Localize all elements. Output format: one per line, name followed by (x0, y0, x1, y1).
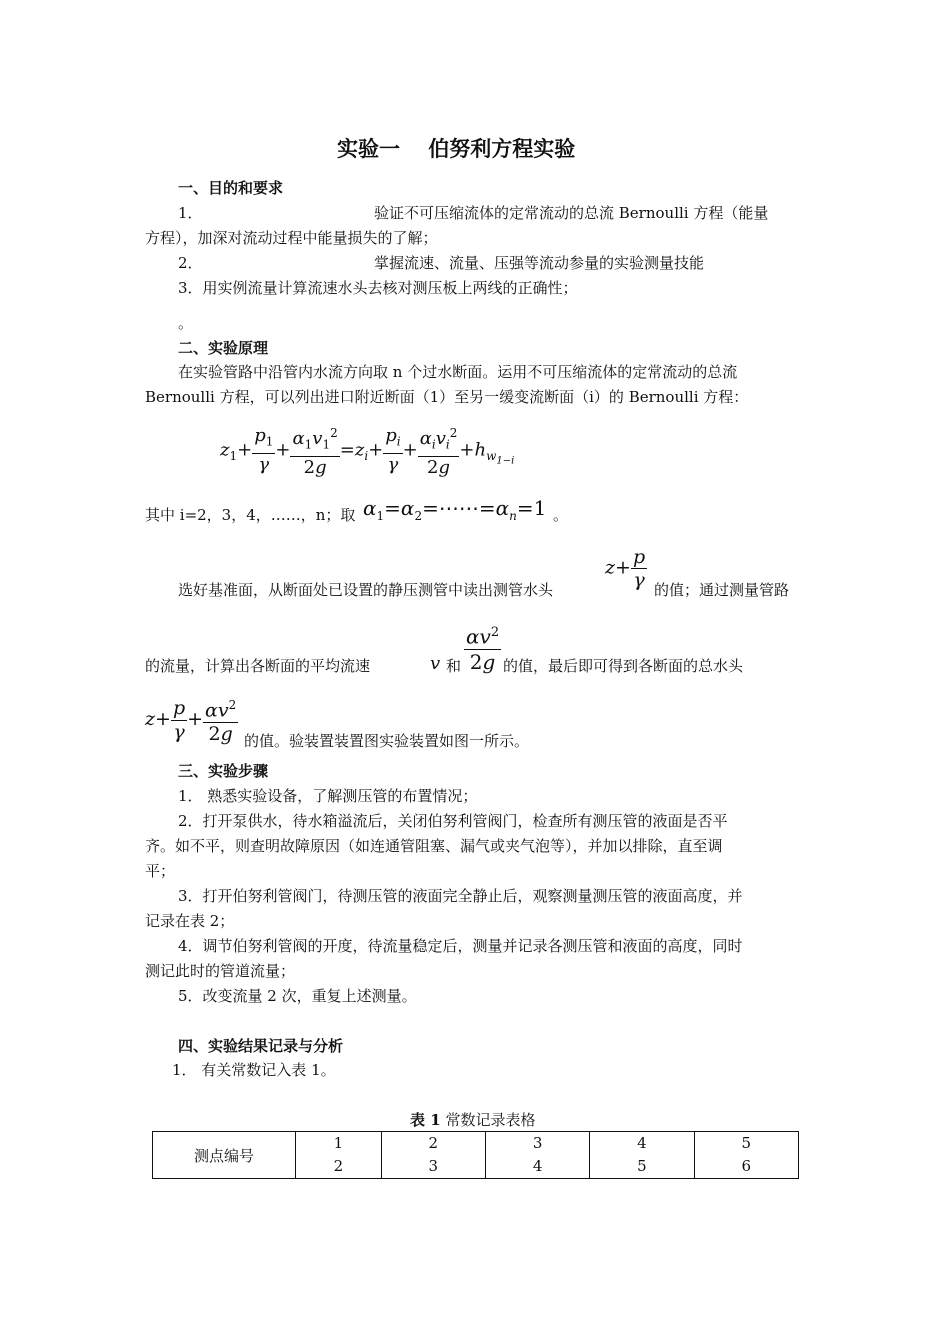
step3-line1: 3．打开伯努利管阀门，待测压管的液面完全静止后，观察测量测压管的液面高度，并 (178, 887, 743, 905)
section-heading-results: 四、实验结果记录与分析 (178, 1037, 344, 1055)
table-cell: 1 2 (296, 1132, 381, 1179)
para4-text: 的值。验装置装置图实验装置如图一所示。 (244, 732, 530, 750)
section-heading-purpose: 一、目的和要求 (178, 179, 284, 197)
velocity-head-formula: $\frac{\alpha v^2}{2g}$ (464, 621, 501, 674)
bernoulli-equation: $z_1+$ $\frac{p_1}{\gamma}$ + $\frac{\alpha_1v_1^2}{2g}$ $=z_i+$ $\frac{p_i}{\gamma}$ + $\frac{\alpha_iv_i^2}{2g}$ $+h_{w_{1-i}}$ (220, 422, 514, 479)
total-head-formula: z+ $\frac{p}{\gamma}$ + $\frac{\alpha v^2}{2g}$ (145, 694, 238, 746)
para3-text-b: 的值，最后即可得到各断面的总水头 (503, 657, 744, 675)
alpha-equals-one: $\alpha_1=\alpha_2=\cdots\cdots=\alpha_n=1$ (363, 496, 547, 523)
table-cell: 3 4 (485, 1132, 589, 1179)
step3-line2: 记录在表 2； (145, 912, 235, 930)
velocity-symbol: v (430, 653, 441, 674)
step4-line1: 4．调节伯努利管阀的开度，待流量稳定后，测量并记录各测压管和液面的高度，同时 (178, 937, 743, 955)
table-cell: 2 3 (381, 1132, 485, 1179)
step2-line3: 平； (145, 862, 176, 880)
piezometric-head-formula: z+ $\frac{p}{\gamma}$ (605, 546, 646, 591)
table-caption (410, 1110, 535, 1130)
table-cell: 5 6 (694, 1132, 798, 1179)
para3-and: 和 (446, 657, 462, 675)
page-title: 实验一 伯努利方程实验 (337, 137, 576, 161)
section-heading-steps: 三、实验步骤 (178, 762, 269, 780)
table-caption-title: 常数记录表格 (440, 1111, 536, 1129)
purpose-item2-text: 掌握流速、流量、压强等流动参量的实验测量技能 (374, 254, 705, 272)
step5: 5．改变流量 2 次，重复上述测量。 (178, 987, 417, 1005)
principle-para1-line2: Bernoulli 方程，可以列出进口附近断面（1）至另一缓变流断面（i）的 Bernoulli 方程： (145, 388, 749, 406)
principle-para1-line1: 在实验管路中沿管内水流方向取 n 个过水断面。运用不可压缩流体的定常流动的总流 (178, 363, 738, 381)
table-header-cell: 测点编号 (153, 1132, 296, 1179)
step2-line2: 齐。如不平，则查明故障原因（如连通管阻塞、漏气或夹气泡等），并加以排除，直至调 (145, 837, 723, 855)
purpose-item1-text: 验证不可压缩流体的定常流动的总流 Bernoulli 方程（能量 (374, 204, 769, 222)
step2-line1: 2．打开泵供水，待水箱溢流后，关闭伯努利管阀门，检查所有测压管的液面是否平 (178, 812, 728, 830)
para2-text-b: 的值；通过测量管路 (654, 581, 790, 599)
stray-period: 。 (178, 314, 194, 332)
purpose-item1-number: 1． (178, 204, 203, 222)
table-caption-number: 表 1 (410, 1111, 441, 1129)
table-cell: 4 5 (590, 1132, 694, 1179)
where-prefix: 其中 i=2，3，4，……，n；取 (145, 506, 356, 524)
results-item1: 1． 有关常数记入表 1。 (172, 1061, 336, 1079)
para2-text-a: 选好基准面，从断面处已设置的静压测管中读出测管水头 (178, 581, 554, 599)
step1: 1． 熟悉实验设备，了解测压管的布置情况； (178, 787, 478, 805)
section-heading-principle: 二、实验原理 (178, 339, 269, 357)
where-suffix: 。 (553, 506, 569, 524)
purpose-item3: 3．用实例流量计算流速水头去核对测压板上两线的正确性； (178, 279, 578, 297)
purpose-item2-number: 2． (178, 254, 203, 272)
para3-text-a: 的流量，计算出各断面的平均流速 (145, 657, 371, 675)
step4-line2: 测记此时的管道流量； (145, 962, 296, 980)
purpose-item1-continuation: 方程），加深对流动过程中能量损失的了解； (145, 229, 438, 247)
constants-table (152, 1131, 799, 1179)
